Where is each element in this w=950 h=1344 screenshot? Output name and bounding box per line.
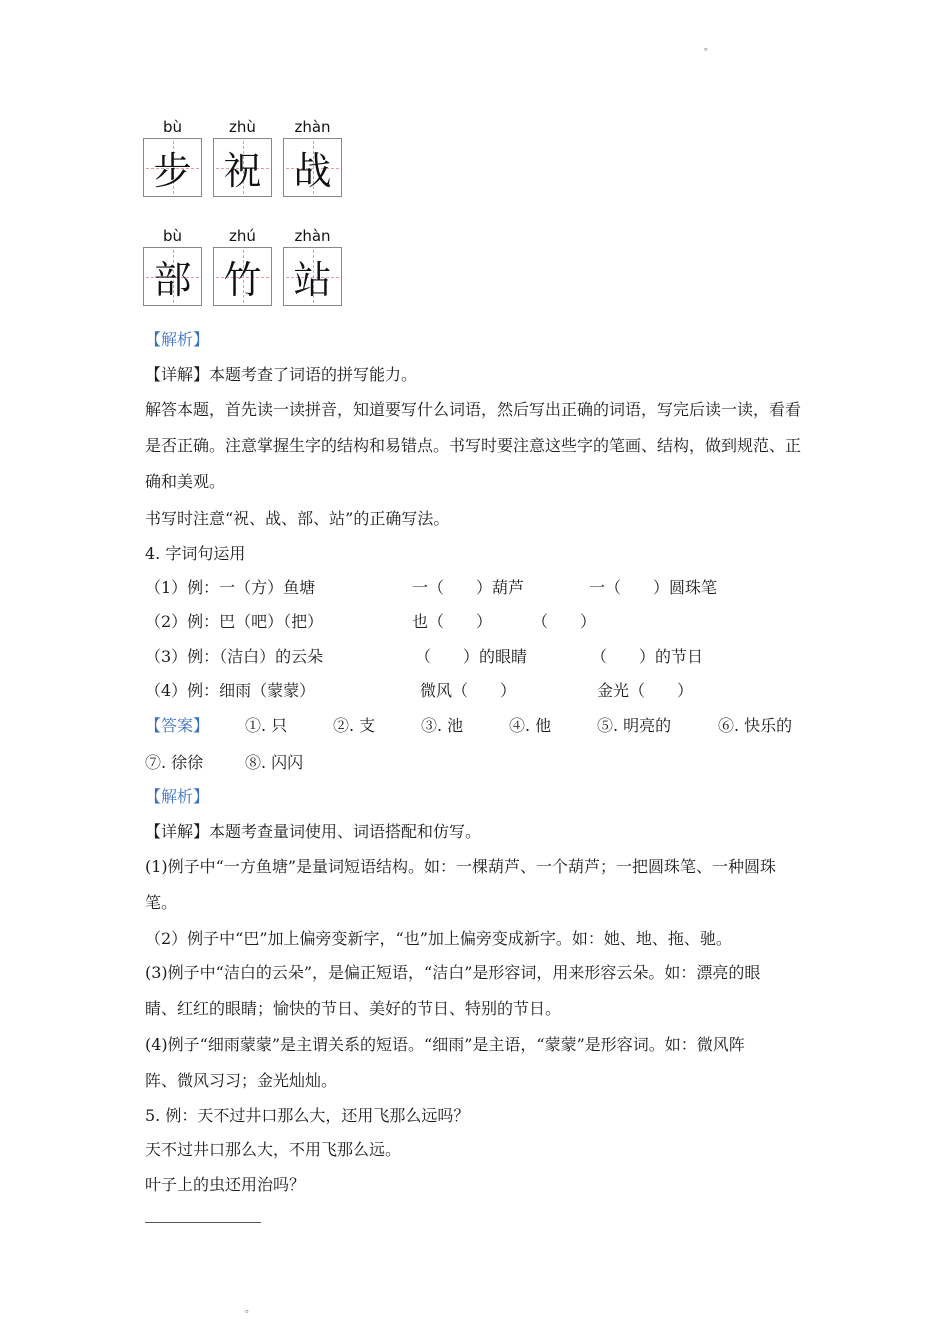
paragraph-line: 是否正确。注意掌握生字的结构和易错点。书写时要注意这些字的笔画、结构，做到规范、正 — [145, 436, 802, 455]
answer-item: ⑦. 徐徐 — [145, 753, 204, 772]
detail-line: 【详解】本题考查量词使用、词语搭配和仿写。 — [145, 822, 482, 841]
pinyin-label: bù — [162, 118, 183, 136]
answer-item: ③. 池 — [421, 716, 464, 735]
pinyin-label: zhú — [229, 227, 256, 245]
pinyin-label: zhàn — [294, 227, 331, 245]
detail-line: 【详解】本题考查了词语的拼写能力。 — [145, 365, 418, 384]
tianzige-box — [283, 138, 342, 197]
tianzige-box — [213, 247, 272, 306]
paragraph-line: 确和美观。 — [145, 472, 226, 491]
answer-item: ④. 他 — [509, 716, 552, 735]
hanzi: 竹 — [223, 258, 262, 302]
pinyin-cell — [143, 225, 202, 306]
blank-item: 微风（ ） — [420, 681, 517, 700]
pinyin-label: zhàn — [294, 118, 331, 136]
pinyin-cell — [213, 225, 272, 306]
pinyin-cell — [213, 116, 272, 197]
tianzige-box — [283, 247, 342, 306]
tianzige-box — [143, 138, 202, 197]
answer-item: ⑥. 快乐的 — [718, 716, 793, 735]
pinyin-grid-row-1 — [143, 116, 342, 197]
question-title: 5. 例：天不过井口那么大，还用飞那么远吗？ — [145, 1106, 470, 1125]
blank-item: （ ）的节日 — [591, 647, 704, 666]
tianzige-box — [143, 247, 202, 306]
hanzi: 部 — [153, 258, 192, 302]
paragraph-line: 阵、微风习习；金光灿灿。 — [145, 1071, 338, 1090]
blank-item: （ ） — [532, 612, 597, 631]
example-item: （2）例：巴（吧）（把） — [145, 612, 324, 631]
pinyin-label: bù — [162, 227, 183, 245]
paragraph-line: 解答本题，首先读一读拼音，知道要写什么词语，然后写出正确的词语，写完后读一读，看看 — [145, 400, 802, 419]
pinyin-cell — [283, 116, 342, 197]
paragraph-line: 书写时注意“祝、战、部、站”的正确写法。 — [145, 509, 450, 528]
pinyin-label: zhù — [229, 118, 256, 136]
blank-item: 金光（ ） — [597, 681, 694, 700]
paragraph-line: (4)例子“细雨蒙蒙”是主谓关系的短语。“细雨”是主语，“蒙蒙”是形容词。如：微风阵 — [145, 1035, 745, 1054]
blank-item: 一（ ）葫芦 — [412, 578, 525, 597]
analysis-heading: 【解析】 — [145, 330, 210, 349]
answer-underline — [145, 1222, 261, 1223]
hanzi: 战 — [293, 149, 332, 193]
hanzi: 步 — [153, 149, 192, 193]
blank-item: （ ）的眼睛 — [415, 647, 528, 666]
paragraph-line: 睛、红红的眼睛；愉快的节日、美好的节日、特别的节日。 — [145, 999, 562, 1018]
answer-item: ①. 只 — [245, 716, 288, 735]
blank-item: 一（ ）圆珠笔 — [589, 578, 718, 597]
paragraph-line: 笔。 — [145, 893, 178, 912]
pinyin-cell — [143, 116, 202, 197]
paragraph-line: (1)例子中“一方鱼塘”是量词短语结构。如：一棵葫芦、一个葫芦；一把圆珠笔、一种圆珠 — [145, 857, 777, 876]
answer-item: ②. 支 — [333, 716, 376, 735]
answer-item: ⑧. 闪闪 — [245, 753, 304, 772]
paragraph-line: (3)例子中“洁白的云朵”，是偏正短语，“洁白”是形容词，用来形容云朵。如：漂亮的眼 — [145, 963, 761, 982]
question-title: 4. 字词句运用 — [145, 544, 246, 563]
example-item: （1）例：一（方）鱼塘 — [145, 578, 316, 597]
blank-item: 也（ ） — [412, 612, 493, 631]
answer-label: 【答案】 — [145, 716, 210, 735]
example-sentence: 天不过井口那么大，不用飞那么远。 — [145, 1140, 402, 1159]
question-sentence: 叶子上的虫还用治吗？ — [145, 1175, 306, 1194]
page-mark-bottom: 。 — [245, 1304, 255, 1315]
example-item: （4）例：细雨（蒙蒙） — [145, 681, 316, 700]
tianzige-box — [213, 138, 272, 197]
pinyin-grid-row-2 — [143, 225, 342, 306]
answer-item: ⑤. 明亮的 — [597, 716, 672, 735]
page-mark-top: 。 — [704, 42, 714, 53]
hanzi: 站 — [293, 258, 332, 302]
paragraph-line: （2）例子中“巴”加上偏旁变新字，“也”加上偏旁变成新字。如：她、地、拖、驰。 — [145, 929, 732, 948]
analysis-heading: 【解析】 — [145, 787, 210, 806]
hanzi: 祝 — [223, 149, 262, 193]
example-item: （3）例：（洁白）的云朵 — [145, 647, 324, 666]
pinyin-cell — [283, 225, 342, 306]
